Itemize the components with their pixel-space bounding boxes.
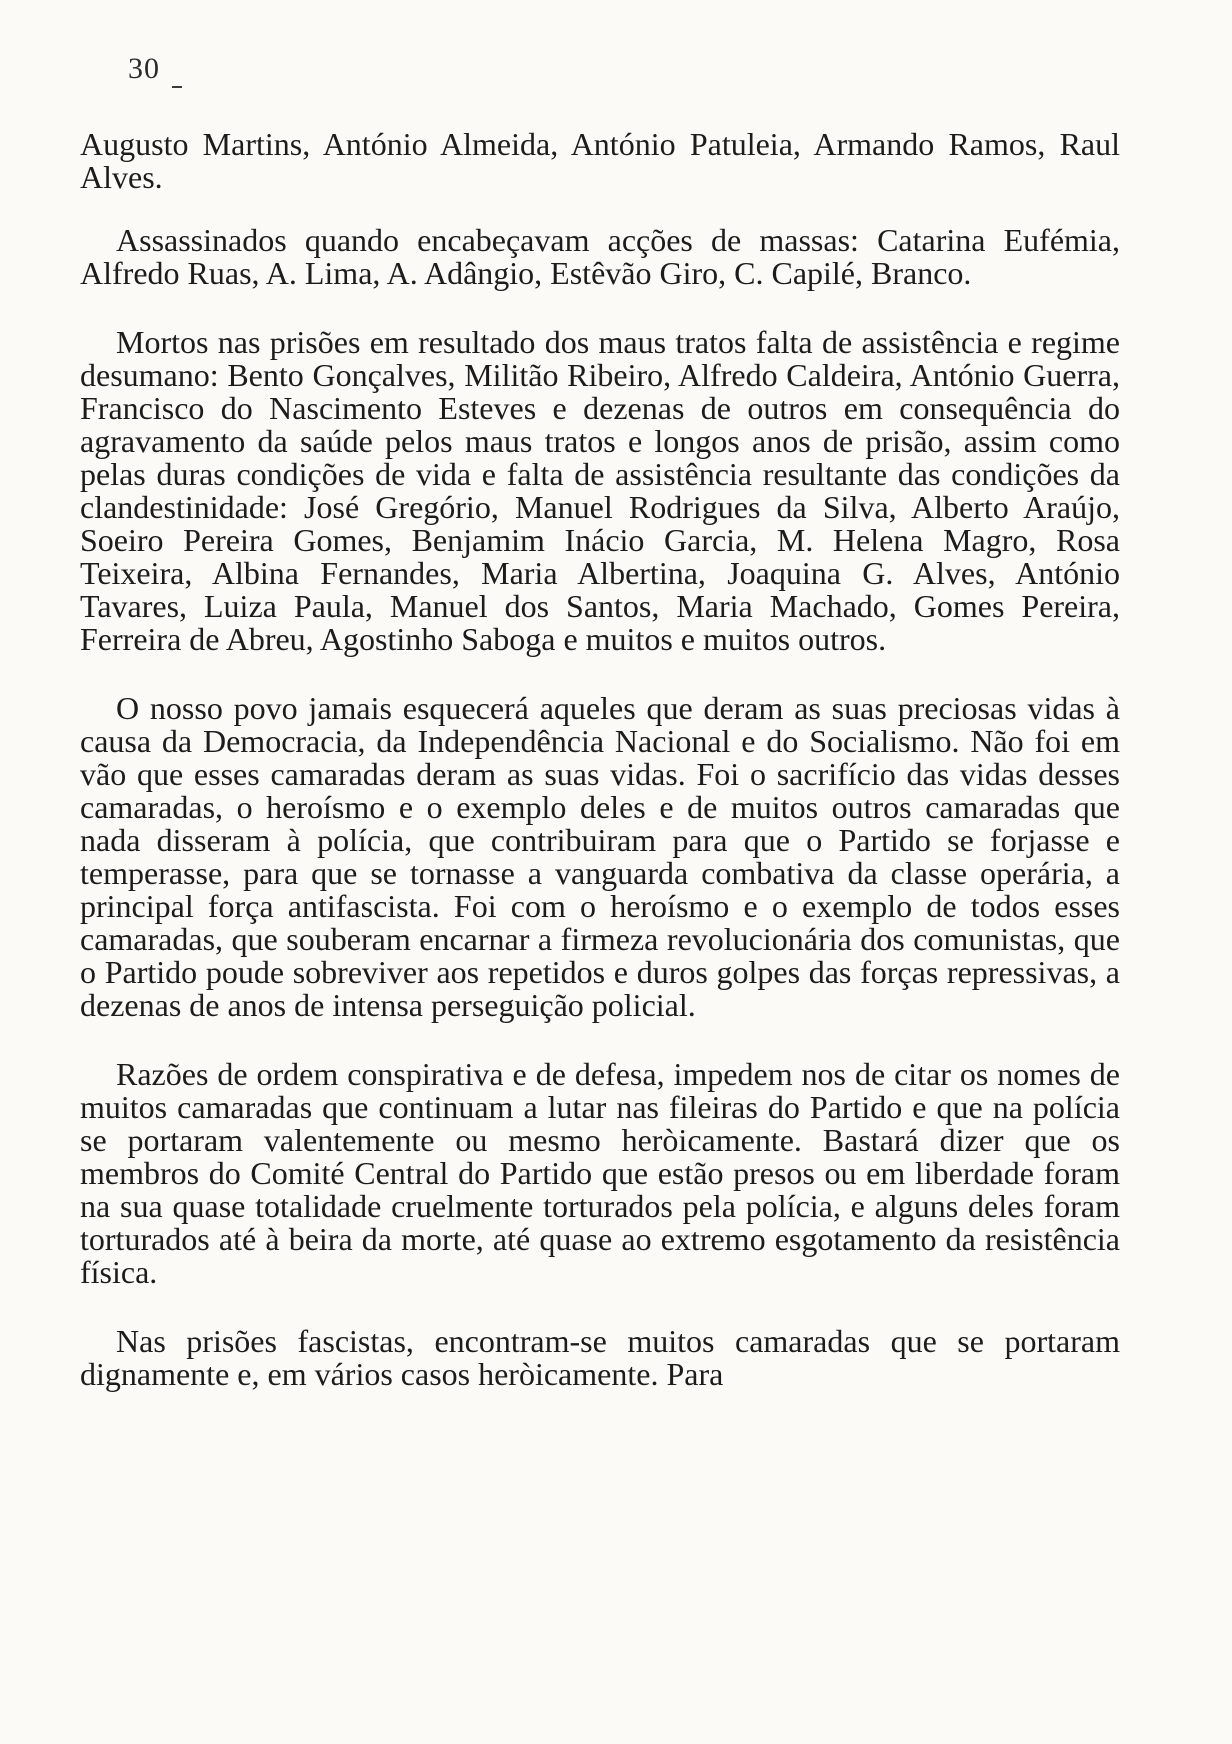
paragraph-assassinated: Assassinados quando encabeçavam acções de massas: Catarina Eufémia, Alfredo Ruas, A. Lima, A. Adângio, Estêvão Giro, C. Capilé, Branco. — [80, 222, 1120, 291]
page-number: 30 — [128, 52, 160, 85]
paragraph-names-continued: Augusto Martins, António Almeida, António Patuleia, Armando Ramos, Raul Alves. — [80, 126, 1120, 195]
body-text — [80, 128, 1120, 1391]
paragraph-people-remember: O nosso povo jamais esquecerá aqueles que deram as suas preciosas vidas à causa da Democracia, da Independência Nacional e do Socialismo. Não foi em vão que esses camaradas deram as suas vidas. Foi o sacrifício das vidas desses camaradas, o heroísmo e o exemplo deles e de muitos outros camaradas que nada disseram à polícia, que contribuiram para que o Partido se forjasse e temperasse, para que se tornasse a vanguarda combativa da classe operária, a principal força antifascista. Foi com o heroísmo e o exemplo de todos esses camaradas, que souberam encarnar a firmeza revolucionária dos comunistas, que o Partido poude sobreviver aos repetidos e duros golpes das forças repressivas, a dezenas de anos de intensa perseguição policial. — [80, 690, 1120, 1023]
paragraph-died-in-prison: Mortos nas prisões em resultado dos maus tratos falta de assistência e regime desumano: Bento Gonçalves, Militão Ribeiro, Alfredo Caldeira, António Guerra, Francisco do Nascimento Esteves e dezenas de outros em consequência do agravamento da saúde pelos maus tratos e longos anos de prisão, assim como pelas duras condições de vida e falta de assistência resultante das condições da clandestinidade: José Gregório, Manuel Rodrigues da Silva, Alberto Araújo, Soeiro Pereira Gomes, Benjamim Inácio Garcia, M. Helena Magro, Rosa Teixeira, Albina Fernandes, Maria Albertina, Joaquina G. Alves, António Tavares, Luiza Paula, Manuel dos Santos, Maria Machado, Gomes Pereira, Ferreira de Abreu, Agostinho Saboga e muitos e muitos outros. — [80, 324, 1120, 657]
paragraph-fascist-prisons: Nas prisões fascistas, encontram-se muitos camaradas que se portaram dignamente e, em vários casos heròicamente. Para — [80, 1323, 1120, 1392]
paragraph-conspiracy-reasons: Razões de ordem conspirativa e de defesa, impedem nos de citar os nomes de muitos camaradas que continuam a lutar nas fileiras do Partido e que na polícia se portaram valentemente ou mesmo heròicamente. Bastará dizer que os membros do Comité Central do Partido que estão presos ou em liberdade foram na sua quase totalidade cruelmente torturados pela polícia, e alguns deles foram torturados até à beira da morte, até quase ao extremo esgotamento da resistência física. — [80, 1056, 1120, 1290]
